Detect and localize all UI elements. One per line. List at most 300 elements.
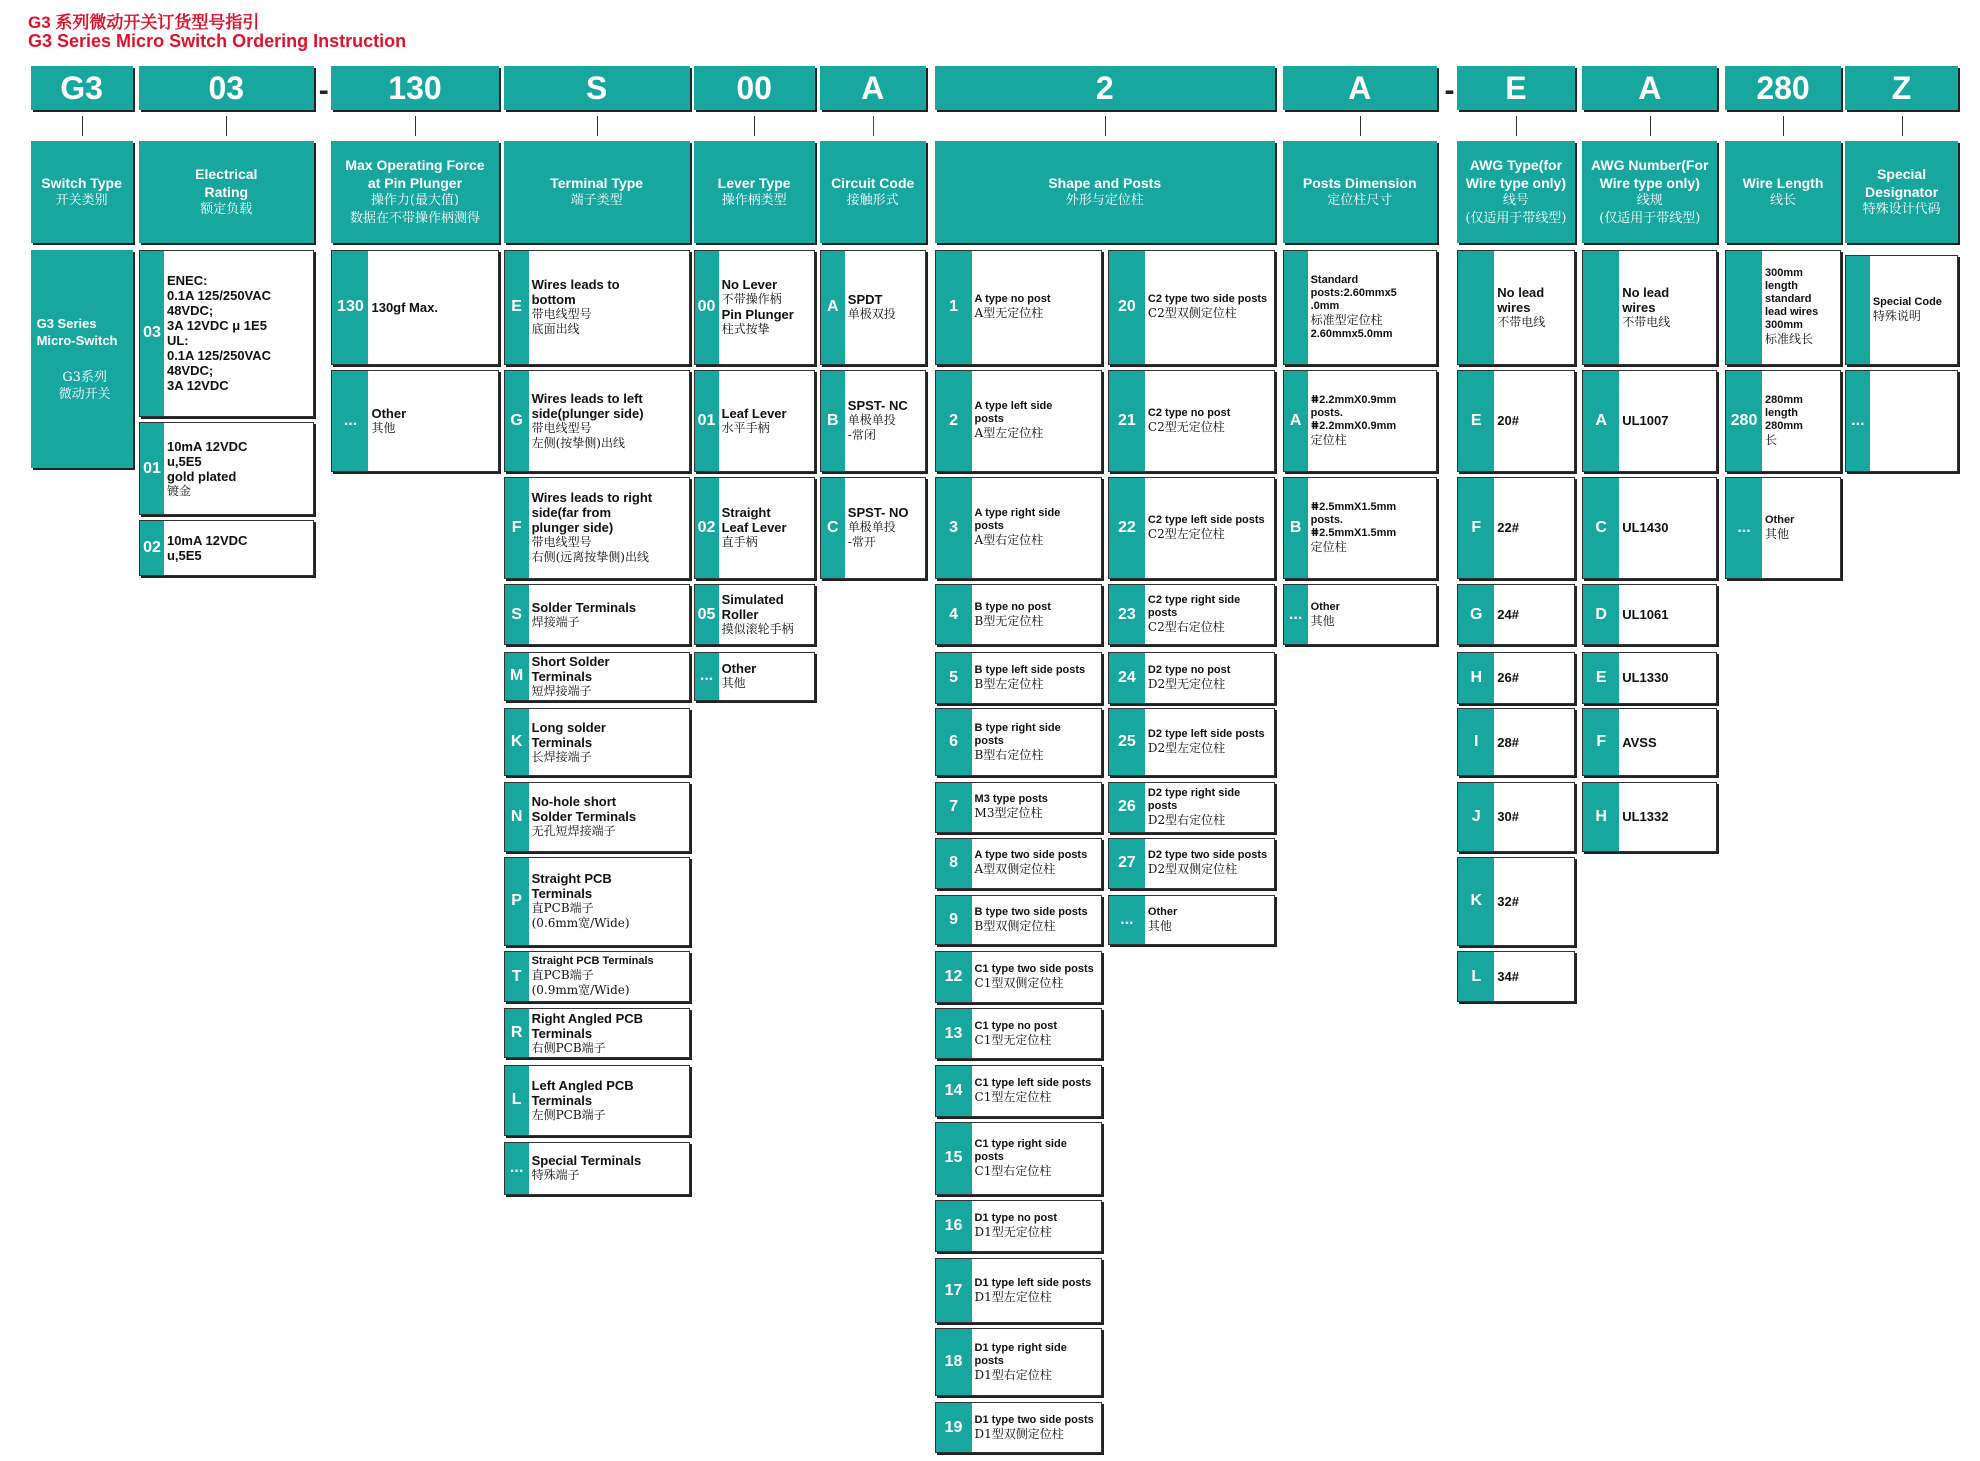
option-row — [139, 422, 314, 515]
option-label-zh: 无孔短焊接端子 — [531, 824, 616, 839]
option-label-zh: 柱式按挚 — [721, 322, 770, 337]
header-terminal — [504, 141, 690, 243]
option-row — [504, 1065, 690, 1136]
option-row — [1725, 477, 1841, 579]
option-label: Special Terminals — [531, 1153, 642, 1169]
option-label: Standard posts:2.60mmx5 .0mm — [1310, 273, 1397, 312]
option-label-zh: 长焊接端子 — [531, 749, 592, 764]
option-label: Wires leads to bottom — [531, 277, 620, 308]
option-text — [529, 1009, 689, 1057]
option-label-zh: C1型右定位柱 — [974, 1163, 1052, 1178]
option-code: 21 — [1109, 371, 1145, 471]
option-label-zh: 不带电线 — [1497, 314, 1546, 329]
option-label-zh: 水平手柄 — [721, 420, 770, 435]
option-label-zh: C1型双侧定位柱 — [974, 976, 1064, 991]
option-row — [1582, 652, 1717, 704]
option-code: B — [1284, 478, 1308, 578]
option-row — [1108, 370, 1275, 472]
option-text — [1619, 653, 1716, 703]
option-code: E — [1458, 371, 1494, 471]
option-label: A type right side posts — [974, 507, 1061, 533]
option-text — [1308, 371, 1436, 471]
option-text — [972, 1259, 1101, 1322]
option-label: C1 type no post — [974, 1019, 1058, 1032]
option-code: 5 — [936, 653, 972, 703]
option-label-zh: D1型右定位柱 — [974, 1367, 1052, 1382]
option-label-zh: 带电线型号 右侧(远离按挚侧)出线 — [531, 535, 649, 565]
option-code: 24 — [1109, 653, 1145, 703]
option-code: ... — [1284, 585, 1308, 644]
option-code: 1 — [936, 251, 972, 364]
option-label: Solder Terminals — [531, 599, 637, 615]
option-code: D — [1583, 585, 1619, 644]
option-row — [1582, 708, 1717, 777]
option-text — [1762, 478, 1840, 578]
option-code: 02 — [695, 478, 719, 578]
option-label: UL1007 — [1622, 413, 1669, 429]
option-label: Straight PCB Terminals — [531, 871, 612, 902]
option-code: L — [1458, 952, 1494, 1001]
option-text — [972, 783, 1101, 832]
option-label: 34# — [1497, 969, 1519, 985]
option-label-zh: D1型双侧定位柱 — [974, 1426, 1064, 1441]
header-label: Special Designator — [1865, 166, 1939, 200]
option-row — [1108, 782, 1275, 833]
option-label: UL1330 — [1622, 670, 1669, 686]
option-row — [935, 1122, 1102, 1195]
option-code: L — [505, 1066, 529, 1135]
option-label: Left Angled PCB Terminals — [531, 1077, 634, 1108]
option-label: Simulated Roller — [721, 592, 784, 623]
option-text — [1494, 585, 1573, 644]
option-code: 9 — [936, 896, 972, 944]
option-code: ... — [1846, 371, 1870, 471]
option-code — [1284, 251, 1308, 364]
option-label-zh: B型双侧定位柱 — [974, 918, 1056, 933]
code-box-12: 280 — [1725, 66, 1841, 110]
option-label: Leaf Lever — [721, 405, 787, 421]
option-label-zh: 其他 — [721, 676, 746, 691]
option-label: Other — [1310, 600, 1340, 613]
option-row — [694, 477, 815, 579]
option-text — [164, 251, 313, 416]
option-text — [529, 952, 689, 1001]
option-label-zh: 定位柱 — [1310, 539, 1347, 554]
option-label-zh: 直PCB端子 (0.6mm宽/Wide) — [531, 901, 630, 931]
option-code: 22 — [1109, 478, 1145, 578]
option-text — [1145, 251, 1274, 364]
option-text — [972, 251, 1101, 364]
header-label: Shape and Posts — [1048, 175, 1162, 191]
option-code: A — [821, 251, 845, 364]
option-label: A type left side posts — [974, 400, 1053, 426]
option-text — [1308, 585, 1436, 644]
option-label: ⵌ2.5mmX1.5mm — [1310, 526, 1397, 539]
option-text — [1494, 952, 1573, 1001]
option-text — [1870, 371, 1957, 471]
option-label: 28# — [1497, 734, 1519, 750]
option-row — [935, 370, 1102, 472]
option-code: K — [1458, 858, 1494, 945]
option-code: P — [505, 858, 529, 945]
option-label: B type no post — [974, 600, 1051, 613]
connector-line — [873, 116, 874, 136]
option-text — [1494, 783, 1573, 851]
option-label-zh: D2型左定位柱 — [1147, 741, 1226, 756]
option-code: 25 — [1109, 709, 1145, 776]
option-row — [1108, 250, 1275, 365]
option-code: 15 — [936, 1123, 972, 1194]
option-code: 02 — [140, 521, 164, 575]
option-label-zh: 摸似滚轮手柄 — [721, 622, 794, 637]
option-label-zh: 直PCB端子 (0.9mm宽/Wide) — [531, 968, 630, 998]
option-label-zh: 左侧PCB端子 — [531, 1107, 606, 1122]
option-text — [1494, 858, 1573, 945]
option-label: D1 type two side posts — [974, 1413, 1094, 1426]
option-label-zh: 特殊说明 — [1872, 308, 1921, 323]
option-label-zh: 其他 — [1310, 613, 1335, 628]
option-text — [1619, 709, 1716, 776]
option-code — [1846, 256, 1870, 364]
code-separator: - — [318, 74, 329, 107]
option-label-zh: 不带操作柄 — [721, 292, 782, 307]
option-label: C2 type no post — [1147, 406, 1231, 419]
option-row — [1457, 652, 1574, 704]
connector-line — [1650, 116, 1651, 136]
header-label: Wire Length — [1742, 175, 1824, 191]
option-text — [1619, 783, 1716, 851]
option-code: 12 — [936, 952, 972, 1002]
option-code: K — [505, 709, 529, 776]
option-code: 01 — [695, 371, 719, 471]
option-label-zh: A型无定位柱 — [974, 306, 1044, 321]
option-label-zh: 右侧PCB端子 — [531, 1040, 606, 1055]
option-label: Other — [721, 661, 757, 677]
code-box-0: G3 — [31, 66, 133, 110]
option-code: ... — [1726, 478, 1762, 578]
option-label-zh: 短焊接端子 — [531, 683, 592, 698]
option-text — [1308, 478, 1436, 578]
header-label-zh: 定位柱尺寸 — [1327, 193, 1393, 208]
option-row — [504, 477, 690, 579]
option-label-zh: C1型无定位柱 — [974, 1032, 1052, 1047]
option-code: S — [505, 585, 529, 644]
option-code: 2 — [936, 371, 972, 471]
header-posts-dim — [1283, 141, 1437, 243]
option-text — [1145, 783, 1274, 832]
option-row — [935, 1200, 1102, 1252]
header-label-zh: 线号 (仅适用于带线型) — [1465, 193, 1567, 226]
option-row — [1457, 477, 1574, 579]
option-label: Short Solder Terminals — [531, 653, 610, 684]
header-label-zh: 外形与定位柱 — [1065, 193, 1144, 208]
option-row — [935, 652, 1102, 704]
option-label: 300mm length standard lead wires 300mm — [1765, 267, 1819, 332]
code-box-8: A — [1283, 66, 1437, 110]
option-text — [1494, 709, 1573, 776]
option-row — [1283, 250, 1437, 365]
header-label-zh: 接触形式 — [846, 193, 899, 208]
option-label: AVSS — [1622, 734, 1657, 750]
option-row — [331, 370, 498, 472]
option-label: Long solder Terminals — [531, 719, 606, 750]
option-label: A type two side posts — [974, 849, 1088, 862]
option-text — [1619, 251, 1716, 364]
option-text — [972, 1201, 1101, 1251]
option-row — [935, 951, 1102, 1003]
header-label-zh: 操作力(最大值) 数据在不带操作柄测得 — [349, 193, 480, 226]
option-row — [504, 250, 690, 365]
option-label-zh: 长 — [1765, 432, 1778, 447]
option-row — [1457, 250, 1574, 365]
option-text — [972, 709, 1101, 776]
option-row — [935, 250, 1102, 365]
option-text — [164, 521, 313, 575]
option-label: 280mm length 280mm — [1765, 393, 1803, 432]
option-label: Wires leads to right side(far from plunger side) — [531, 490, 653, 536]
option-row — [935, 477, 1102, 579]
option-row — [1582, 370, 1717, 472]
option-row — [694, 652, 815, 702]
option-code: F — [505, 478, 529, 578]
option-row — [935, 895, 1102, 945]
option-row — [1725, 250, 1841, 365]
header-label-zh: 特殊设计代码 — [1862, 202, 1941, 217]
option-row — [504, 951, 690, 1002]
option-label: C2 type left side posts — [1147, 513, 1265, 526]
option-code: 4 — [936, 585, 972, 644]
option-code: C — [821, 478, 845, 578]
option-text — [845, 478, 925, 578]
option-code: 8 — [936, 839, 972, 888]
header-label: AWG Number(For Wire type only) — [1591, 157, 1709, 191]
option-code: 03 — [140, 251, 164, 416]
option-code: 16 — [936, 1201, 972, 1251]
option-label-zh: C1型左定位柱 — [974, 1089, 1052, 1104]
option-row — [694, 370, 815, 472]
option-row — [1457, 857, 1574, 946]
option-label: C1 type two side posts — [974, 963, 1094, 976]
header-awg-num — [1582, 141, 1717, 243]
option-text — [1762, 251, 1840, 364]
option-row — [504, 708, 690, 777]
option-text — [1494, 371, 1573, 471]
option-text — [972, 478, 1101, 578]
option-code: I — [1458, 709, 1494, 776]
option-code: 14 — [936, 1066, 972, 1116]
option-text — [529, 1066, 689, 1135]
option-code: 18 — [936, 1329, 972, 1395]
option-text — [972, 1403, 1101, 1452]
option-label-zh: A型左定位柱 — [974, 426, 1044, 441]
option-row — [935, 1008, 1102, 1059]
header-label: Posts Dimension — [1302, 175, 1417, 191]
option-text — [719, 585, 814, 644]
option-label-zh: A型右定位柱 — [974, 533, 1044, 548]
option-label-zh: B型无定位柱 — [974, 613, 1044, 628]
option-code: 00 — [695, 251, 719, 364]
option-label-zh: 其他 — [1147, 918, 1172, 933]
option-label-zh: 单极双投 — [847, 307, 896, 322]
option-row — [1457, 951, 1574, 1002]
option-label: B type right side posts — [974, 721, 1061, 747]
option-label-zh: 直手柄 — [721, 535, 758, 550]
option-text — [1619, 371, 1716, 471]
option-label: A type no post — [974, 293, 1051, 306]
option-label: D2 type two side posts — [1147, 849, 1268, 862]
option-code: C — [1583, 478, 1619, 578]
connector-line — [415, 116, 416, 136]
option-row — [935, 838, 1102, 889]
option-text — [972, 1123, 1101, 1194]
option-row — [1108, 838, 1275, 889]
option-label-zh: C2型无定位柱 — [1147, 419, 1225, 434]
option-row — [1108, 895, 1275, 945]
option-text — [1145, 585, 1274, 644]
option-text — [164, 423, 313, 514]
option-code: 20 — [1109, 251, 1145, 364]
code-box-3: 130 — [331, 66, 498, 110]
option-text — [1145, 653, 1274, 703]
option-label-zh: 带电线型号 左侧(按挚侧)出线 — [531, 420, 625, 450]
header-wire-len — [1725, 141, 1841, 243]
option-label-zh: B型左定位柱 — [974, 676, 1044, 691]
option-row — [1108, 584, 1275, 645]
option-text — [719, 653, 814, 701]
option-text — [1308, 251, 1436, 364]
header-label-zh: 线规 (仅适用于带线型) — [1599, 193, 1701, 226]
option-row — [1582, 782, 1717, 852]
option-label: No lead wires — [1622, 284, 1670, 315]
option-row — [504, 782, 690, 852]
code-box-1: 03 — [139, 66, 314, 110]
option-label-zh: A型双侧定位柱 — [974, 862, 1056, 877]
option-label: 26# — [1497, 670, 1519, 686]
option-code: A — [1583, 371, 1619, 471]
option-label: 20# — [1497, 413, 1519, 429]
option-row — [1108, 708, 1275, 777]
option-row — [935, 584, 1102, 645]
option-row — [1283, 370, 1437, 472]
option-label-zh: 标准型定位柱 — [1310, 312, 1383, 327]
option-row — [820, 370, 926, 472]
option-row — [504, 1008, 690, 1058]
option-label: No Lever — [721, 277, 778, 293]
code-box-13: Z — [1845, 66, 1958, 110]
header-label: Max Operating Force at Pin Plunger — [345, 157, 485, 191]
option-text — [1145, 709, 1274, 776]
option-label: Other — [1765, 513, 1795, 526]
option-code: 6 — [936, 709, 972, 776]
option-text — [1145, 478, 1274, 578]
option-label: 24# — [1497, 607, 1519, 623]
option-text — [1762, 371, 1840, 471]
option-text — [529, 251, 689, 364]
option-text — [1619, 585, 1716, 644]
option-label-zh: 定位柱 — [1310, 432, 1347, 447]
option-row — [1725, 370, 1841, 472]
option-code: ... — [332, 371, 368, 471]
option-label: 130gf Max. — [371, 299, 438, 315]
option-text — [529, 653, 689, 701]
option-label: UL1430 — [1622, 520, 1669, 536]
option-text — [972, 1066, 1101, 1116]
option-code: G — [1458, 585, 1494, 644]
header-label-zh: 操作柄类型 — [721, 193, 787, 208]
switch-type-name-zh: G3系列 微动开关 — [58, 370, 111, 402]
option-label-zh: 不带电线 — [1622, 314, 1671, 329]
option-label: 32# — [1497, 893, 1519, 909]
option-label: Other — [1147, 905, 1178, 918]
option-text — [972, 896, 1101, 944]
connector-line — [82, 116, 83, 136]
option-text — [972, 839, 1101, 888]
option-label: C1 type left side posts — [974, 1076, 1092, 1089]
option-label-zh: 带电线型号 底面出线 — [531, 307, 592, 337]
option-label-zh: B型右定位柱 — [974, 747, 1044, 762]
option-label: Wires leads to left side(plunger side) — [531, 390, 644, 421]
option-label-zh: 单极单投 -常开 — [847, 520, 896, 550]
option-label: Other — [371, 405, 407, 421]
option-label: ⵌ2.2mmX0.9mm — [1310, 419, 1397, 432]
option-row — [1108, 652, 1275, 704]
option-text — [1145, 371, 1274, 471]
option-code — [1583, 251, 1619, 364]
header-lever — [694, 141, 815, 243]
option-label-zh: D2型无定位柱 — [1147, 676, 1226, 691]
option-code: R — [505, 1009, 529, 1057]
option-label: D1 type right side posts — [974, 1341, 1067, 1367]
option-row — [820, 477, 926, 579]
option-label: 10mA 12VDC u,5E5 — [166, 533, 248, 564]
option-code: 130 — [332, 251, 368, 364]
option-text — [1870, 256, 1957, 364]
option-label: 2.60mmx5.0mm — [1310, 327, 1393, 340]
header-shape — [935, 141, 1275, 243]
option-row — [504, 652, 690, 702]
option-row — [935, 1065, 1102, 1117]
option-label-zh: D1型无定位柱 — [974, 1224, 1052, 1239]
option-label: Straight PCB Terminals — [531, 955, 654, 968]
option-text — [1619, 478, 1716, 578]
header-label-zh: 额定负载 — [200, 202, 253, 217]
option-text — [1494, 251, 1573, 364]
connector-line — [1902, 116, 1903, 136]
option-label: SPST- NC — [847, 398, 908, 414]
option-row — [1582, 250, 1717, 365]
connector-line — [1783, 116, 1784, 136]
option-label: M3 type posts — [974, 793, 1048, 806]
option-code: ... — [1109, 896, 1145, 944]
option-row — [1283, 584, 1437, 645]
header-label: Lever Type — [717, 175, 791, 191]
option-row — [1457, 782, 1574, 852]
option-row — [1845, 255, 1958, 365]
option-code: ... — [695, 653, 719, 701]
option-code: 05 — [695, 585, 719, 644]
option-text — [529, 709, 689, 776]
option-label: D1 type no post — [974, 1211, 1058, 1224]
option-row — [139, 250, 314, 417]
option-code — [1726, 251, 1762, 364]
header-awg-type — [1457, 141, 1574, 243]
title-zh: G3 系列微动开关订货型号指引 — [28, 13, 260, 32]
option-code: 7 — [936, 783, 972, 832]
option-label: ⵌ2.5mmX1.5mm posts. — [1310, 500, 1397, 526]
option-text — [972, 1329, 1101, 1395]
option-text — [719, 478, 814, 578]
option-row — [504, 584, 690, 645]
